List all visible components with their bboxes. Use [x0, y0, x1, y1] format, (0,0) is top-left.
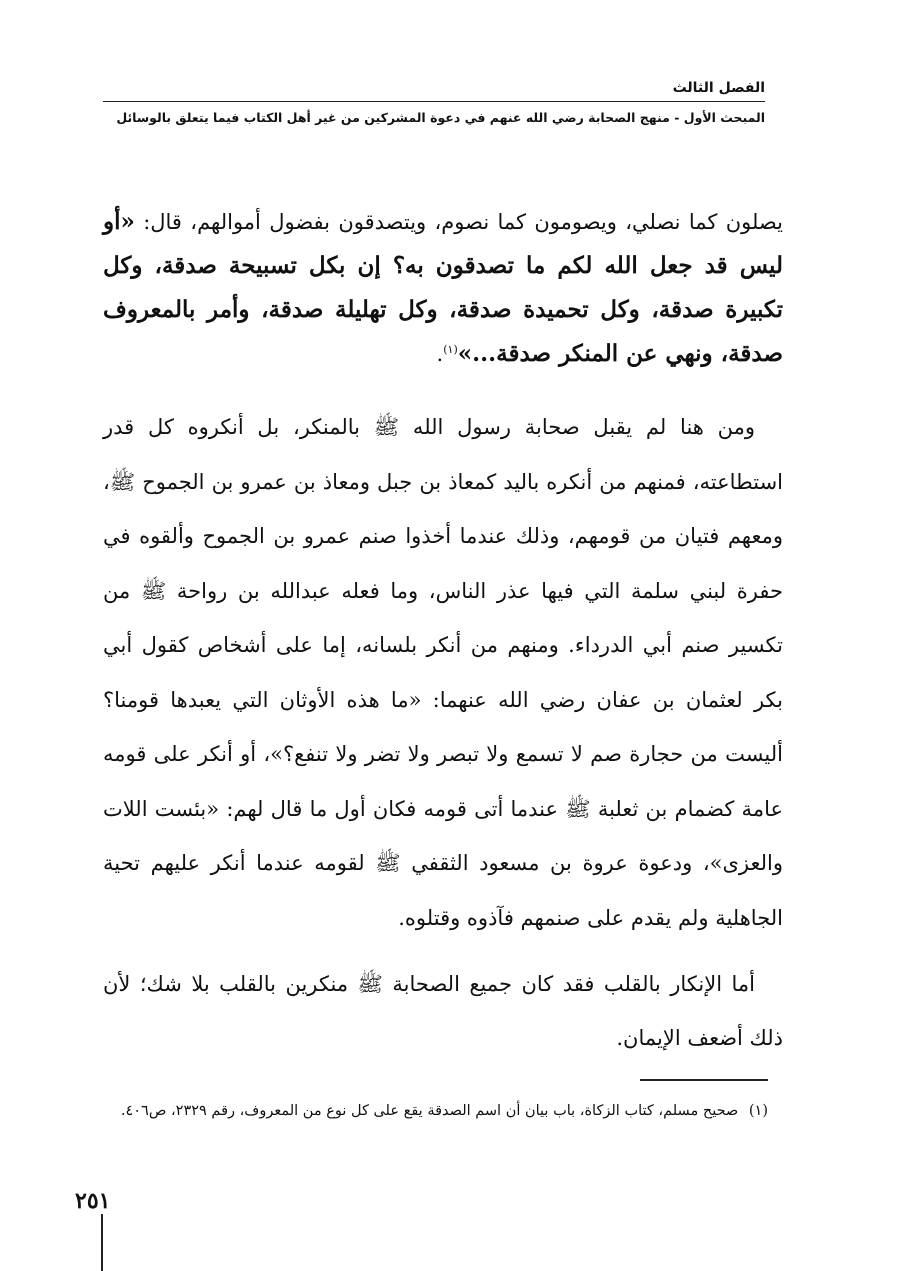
footnote-number: (١)	[748, 1103, 768, 1119]
section-title: المبحث الأول - منهج الصحابة رضي الله عنهم في دعوة المشركين من غير أهل الكتاب فيما يتعلق بالوسائل	[116, 110, 765, 125]
hadith-quote: «أو ليس قد جعل الله لكم ما تصدقون به؟ إن بكل تسبيحة صدقة، وكل تكبيرة صدقة، وكل تحميدة صدقة، وكل تهليلة صدقة، وأمر بالمعروف صدقة، ونهي عن المنكر صدقة...»	[103, 208, 783, 367]
intro-paragraph	[103, 200, 783, 376]
footnote-rule	[640, 1079, 768, 1081]
main-paragraph: ومن هنا لم يقبل صحابة رسول الله ﷺ بالمنكر، بل أنكروه كل قدر استطاعته، فمنهم من أنكره باليد كمعاذ بن جبل ومعاذ بن عمرو بن الجموح ﷺ، ومعهم فتيان من قومهم، وذلك عندما أخذوا صنم عمرو بن الجموح وألقوه في حفرة لبني سلمة التي فيها عذر الناس، وما فعله عبدالله بن رواحة ﷺ من تكسير صنم أبي الدرداء. ومنهم من أنكر بلسانه، إما على أشخاص كقول أبي بكر لعثمان بن عفان رضي الله عنهما: «ما هذه الأوثان التي يعبدها قومنا؟ أليست من حجارة صم لا تسمع ولا تبصر ولا تضر ولا تنفع؟»، أو أنكر على قومه عامة كضمام بن ثعلبة ﷺ عندما أتى قومه فكان أول ما قال لهم: «بئست اللات والعزى»، ودعوة عروة بن مسعود الثقفي ﷺ لقومه عندما أنكر عليهم تحية الجاهلية ولم يقدم على صنمهم فآذوه وقتلوه.	[103, 415, 783, 930]
main-text	[103, 200, 783, 1065]
footnote-text: صحيح مسلم، كتاب الزكاة، باب بيان أن اسم الصدقة يقع على كل نوع من المعروف، رقم ٢٣٢٩، ص٤٠٦.	[120, 1103, 739, 1119]
margin-line	[101, 1214, 103, 1271]
chapter-title: الفصل الثالث	[672, 80, 765, 96]
page-number: ٢٥١	[75, 1188, 111, 1214]
last-paragraph: أما الإنكار بالقلب فقد كان جميع الصحابة ﷺ منكرين بالقلب بلا شك؛ لأن ذلك أضعف الإيمان.	[103, 972, 783, 1050]
footnote-reference[interactable]: (١)	[443, 343, 458, 356]
intro-text: يصلون كما نصلي، ويصومون كما نصوم، ويتصدقون بفضول أموالهم، قال:	[143, 210, 783, 234]
header-rule	[103, 101, 765, 102]
page-header	[103, 78, 765, 128]
footnote	[103, 1096, 768, 1126]
hadith-end: .	[436, 342, 444, 366]
